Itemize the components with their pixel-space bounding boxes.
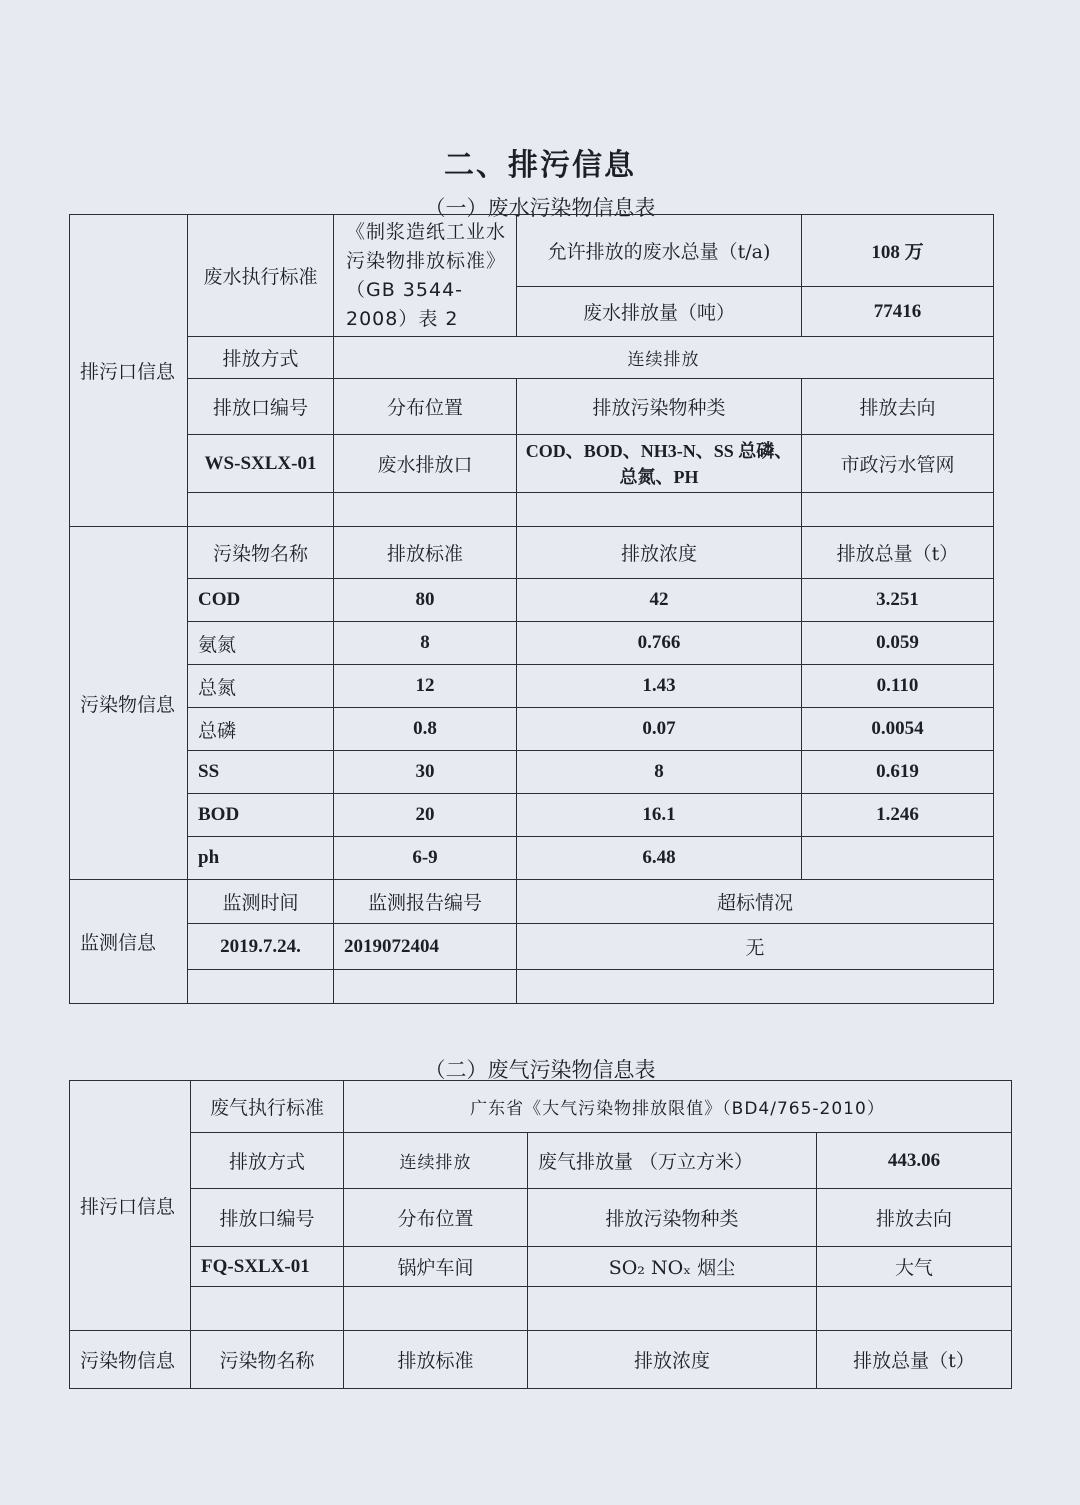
pollutant-section-label: 污染物信息: [70, 527, 188, 880]
pollutant-total: 1.246: [802, 794, 994, 837]
pollutant-total: 0.110: [802, 665, 994, 708]
pollutant-name: COD: [188, 579, 334, 622]
exhaust-volume-label: 废气排放量 （万立方米）: [528, 1133, 817, 1189]
empty-cell: [817, 1287, 1012, 1331]
pollutant-header: 污染物名称: [188, 527, 334, 579]
exhaust-pollutant-header: 排放浓度: [528, 1331, 817, 1389]
monitor-section-label: 监测信息: [70, 880, 188, 1004]
empty-cell: [191, 1287, 344, 1331]
exhaust-destination: 大气: [817, 1247, 1012, 1287]
table-row: [70, 751, 994, 794]
empty-cell: [334, 970, 517, 1004]
exhaust-outlet-header: 排放去向: [817, 1189, 1012, 1247]
wastewater-table: [69, 214, 994, 1004]
monitor-report-number: 2019072404: [334, 924, 517, 970]
pollutant-concentration: 0.07: [517, 708, 802, 751]
exhaust-method-value: 连续排放: [344, 1133, 528, 1189]
pollutant-name: 总氮: [188, 665, 334, 708]
pollutant-standard: 20: [334, 794, 517, 837]
monitor-date: 2019.7.24.: [188, 924, 334, 970]
pollutant-total: 0.059: [802, 622, 994, 665]
pollutant-concentration: 1.43: [517, 665, 802, 708]
outlet-id: WS-SXLX-01: [188, 435, 334, 493]
pollutant-standard: 0.8: [334, 708, 517, 751]
pollutant-total: 0.619: [802, 751, 994, 794]
exhaust-standard-value: 广东省《大气污染物排放限值》（BD4/765-2010）: [344, 1081, 1012, 1133]
allowed-total-value: 108 万: [802, 215, 994, 287]
empty-cell: [517, 493, 802, 527]
page-title: 二、排污信息: [444, 148, 636, 183]
pollutant-name: ph: [188, 837, 334, 880]
pollutant-header: 排放浓度: [517, 527, 802, 579]
table-row: [70, 837, 994, 880]
outlet-header: 排放去向: [802, 379, 994, 435]
table-row: [70, 708, 994, 751]
exhaust-pollutant-header: 排放标准: [344, 1331, 528, 1389]
exhaust-pollutant-header: 污染物名称: [191, 1331, 344, 1389]
discharge-amount-value: 77416: [802, 287, 994, 337]
empty-cell: [334, 493, 517, 527]
exhaust-pollutant-header: 排放总量（t）: [817, 1331, 1012, 1389]
monitor-header: 监测报告编号: [334, 880, 517, 924]
exhaust-outlet-header: 分布位置: [344, 1189, 528, 1247]
exhaust-outlet-header: 排放口编号: [191, 1189, 344, 1247]
pollutant-name: 氨氮: [188, 622, 334, 665]
pollutant-concentration: 0.766: [517, 622, 802, 665]
outlet-destination: 市政污水管网: [802, 435, 994, 493]
pollutant-total: [802, 837, 994, 880]
pollutant-header: 排放标准: [334, 527, 517, 579]
pollutant-standard: 6-9: [334, 837, 517, 880]
outlet-header: 排放口编号: [188, 379, 334, 435]
method-label: 排放方式: [188, 337, 334, 379]
pollutant-name: 总磷: [188, 708, 334, 751]
pollutant-standard: 8: [334, 622, 517, 665]
exhaust-table: [69, 1080, 1012, 1389]
standard-label: 废水执行标准: [188, 215, 334, 337]
pollutant-concentration: 6.48: [517, 837, 802, 880]
monitor-header: 监测时间: [188, 880, 334, 924]
outlet-header: 排放污染物种类: [517, 379, 802, 435]
table-row: [70, 622, 994, 665]
exhaust-outlet-header: 排放污染物种类: [528, 1189, 817, 1247]
empty-cell: [517, 970, 994, 1004]
pollutant-header: 排放总量（t）: [802, 527, 994, 579]
pollutant-concentration: 42: [517, 579, 802, 622]
pollutant-concentration: 8: [517, 751, 802, 794]
pollutant-standard: 30: [334, 751, 517, 794]
outlet-header: 分布位置: [334, 379, 517, 435]
exhaust-caption: （二）废气污染物信息表: [424, 1058, 656, 1082]
table-row: [70, 579, 994, 622]
exhaust-pollutant-section-label: 污染物信息: [70, 1331, 191, 1389]
table-row: [70, 665, 994, 708]
exhaust-outlet-location: 锅炉车间: [344, 1247, 528, 1287]
method-value: 连续排放: [334, 337, 994, 379]
outlet-section-label: 排污口信息: [70, 215, 188, 527]
exhaust-method-label: 排放方式: [191, 1133, 344, 1189]
outlet-location: 废水排放口: [334, 435, 517, 493]
empty-cell: [188, 493, 334, 527]
exhaust-pollutant-types: SO₂ NOₓ 烟尘: [528, 1247, 817, 1287]
wastewater-caption: （一）废水污染物信息表: [424, 196, 656, 220]
standard-value: 《制浆造纸工业水污染物排放标准》（GB 3544-2008）表 2: [334, 215, 517, 337]
pollutant-name: BOD: [188, 794, 334, 837]
allowed-total-label: 允许排放的废水总量（t/a): [517, 215, 802, 287]
empty-cell: [802, 493, 994, 527]
table-row: [70, 794, 994, 837]
discharge-amount-label: 废水排放量（吨）: [517, 287, 802, 337]
monitor-header: 超标情况: [517, 880, 994, 924]
pollutant-concentration: 16.1: [517, 794, 802, 837]
empty-cell: [188, 970, 334, 1004]
pollutant-total: 0.0054: [802, 708, 994, 751]
exhaust-outlet-id: FQ-SXLX-01: [191, 1247, 344, 1287]
pollutant-total: 3.251: [802, 579, 994, 622]
exhaust-outlet-section-label: 排污口信息: [70, 1081, 191, 1331]
empty-cell: [528, 1287, 817, 1331]
outlet-pollutant-types: COD、BOD、NH3-N、SS 总磷、总氮、PH: [517, 435, 802, 493]
empty-cell: [344, 1287, 528, 1331]
pollutant-name: SS: [188, 751, 334, 794]
pollutant-standard: 12: [334, 665, 517, 708]
exhaust-volume-value: 443.06: [817, 1133, 1012, 1189]
monitor-exceed-status: 无: [517, 924, 994, 970]
exhaust-standard-label: 废气执行标准: [191, 1081, 344, 1133]
pollutant-standard: 80: [334, 579, 517, 622]
